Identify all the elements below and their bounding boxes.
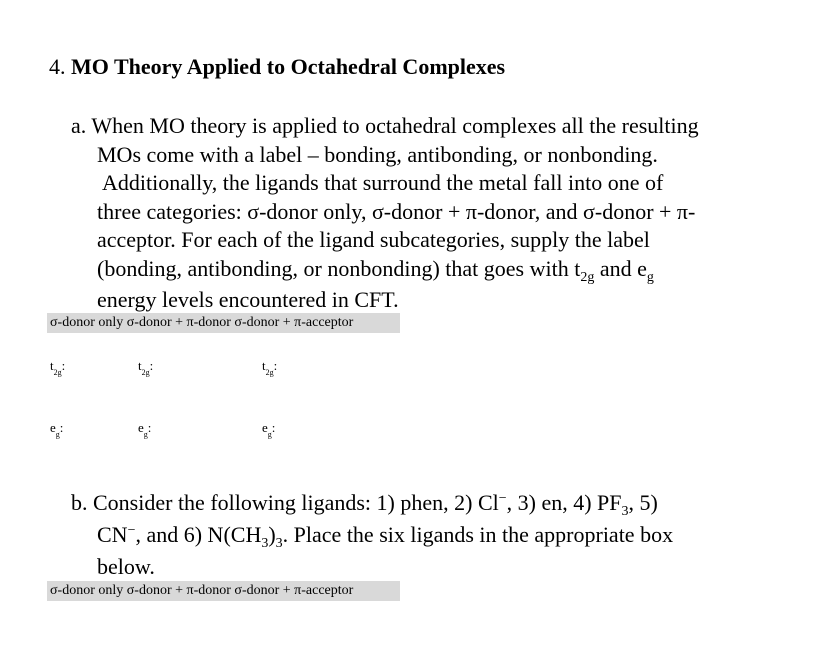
part-a-line-4: three categories: σ-donor only, σ-donor + π-donor, and σ-donor + π-	[97, 198, 696, 224]
table-a-t2g-col1: $t_{2g}$:	[50, 358, 66, 377]
part-b-paragraph	[71, 487, 791, 583]
table-a-eg-col2: $e_g$:	[138, 420, 152, 439]
part-a-line-1: a. When MO theory is applied to octahedral complexes all the resulting	[71, 113, 699, 138]
part-b-line-2: CN−, and 6) $N(CH_3)_3$. Place the six ligands in the appropriate box	[97, 522, 674, 551]
part-a-line-2: MOs come with a label – bonding, antibonding, or nonbonding.	[97, 141, 658, 167]
question-title: MO Theory Applied to Octahedral Complexes	[71, 54, 506, 79]
part-a-line-7: energy levels encountered in CFT.	[97, 287, 399, 312]
part-b-marker: b.	[71, 490, 88, 515]
table-a-header: σ-donor only σ-donor + π-donor σ-donor + π-acceptor	[47, 313, 400, 333]
part-a-paragraph	[71, 112, 791, 315]
question-heading	[49, 54, 505, 80]
table-a-t2g-col3: $t_{2g}$:	[262, 358, 278, 377]
question-number: 4.	[49, 54, 66, 79]
part-a-line-3: Additionally, the ligands that surround the metal fall into one of	[102, 170, 664, 195]
table-a-eg-col1: $e_g$:	[50, 420, 64, 439]
part-a-line-5: acceptor. For each of the ligand subcategories, supply the label	[97, 227, 650, 252]
part-a-marker: a.	[71, 113, 87, 138]
table-a-t2g-col2: $t_{2g}$:	[138, 358, 154, 377]
table-b-header: σ-donor only σ-donor + π-donor σ-donor + π-acceptor	[47, 581, 400, 601]
part-a-line-6: (bonding, antibonding, or nonbonding) that goes with $t_{2g}$ and $e_g$	[97, 255, 654, 285]
part-b-line-1: b. Consider the following ligands: 1) phen, 2) Cl−, 3) en, 4) $PF_3$, 5)	[71, 490, 658, 519]
part-b-line-3: below.	[97, 554, 155, 579]
table-a-eg-col3: $e_g$:	[262, 420, 276, 439]
